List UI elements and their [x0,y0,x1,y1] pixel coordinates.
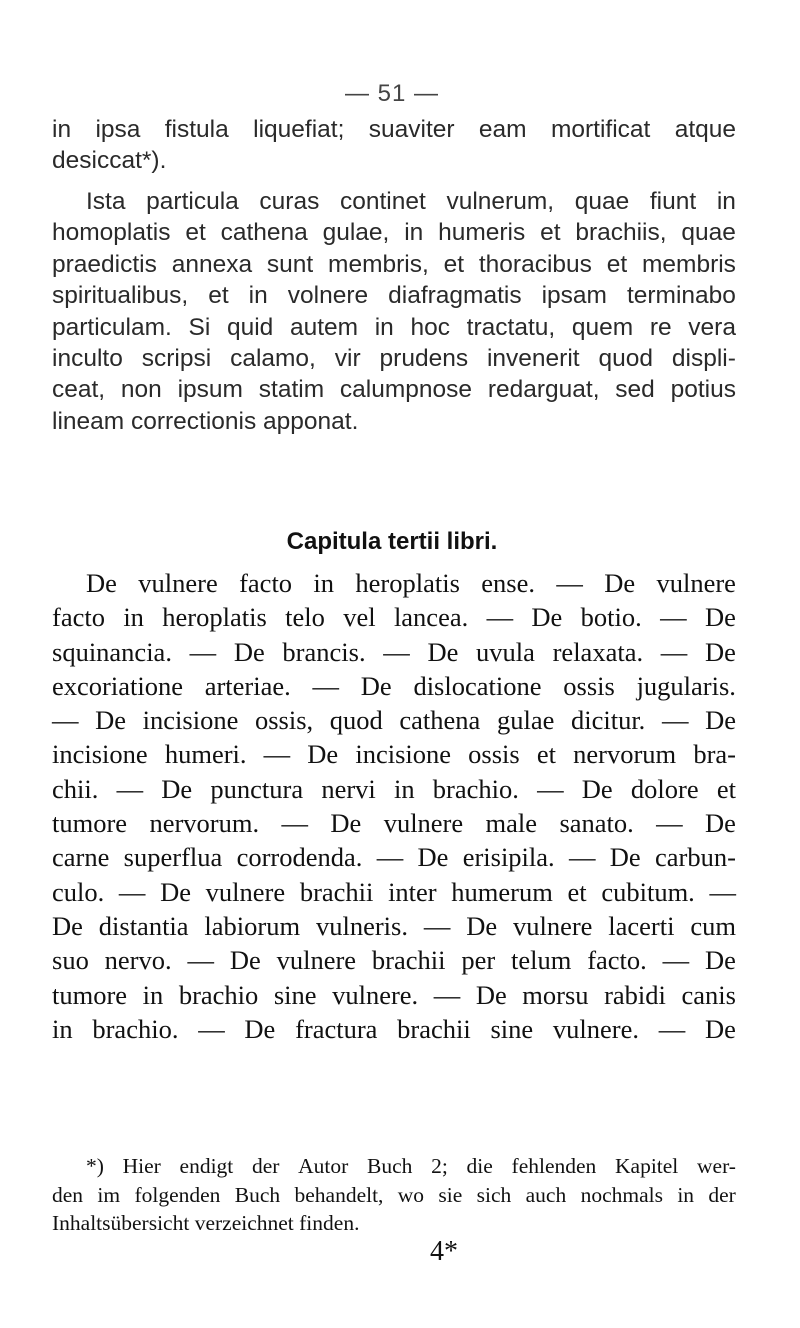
text-line: carne superflua corrodenda. — De erisipila. — De carbun- [52,842,736,873]
text-line: facto in heroplatis telo vel lancea. — De botio. — De [52,602,736,633]
chapter-list [52,566,736,1046]
text-line: inculto scripsi calamo, vir prudens invenerit quod displi- [52,345,736,373]
text-line: in brachio. — De fractura brachii sine vulnere. — De [52,1013,736,1044]
text-line: De vulnere facto in heroplatis ense. — De vulnere [86,568,736,598]
text-line: tumore in brachio sine vulnere. — De morsu rabidi canis [52,979,736,1010]
footnote [52,1152,736,1238]
text-line: culo. — De vulnere brachii inter humerum et cubitum. — [52,876,736,907]
text-line: De distantia labiorum vulneris. — De vulnere lacerti cum [52,910,736,941]
signature-mark: 4* [430,1236,458,1267]
text-line: praedictis annexa sunt membris, et thoracibus et membris [52,250,736,278]
text-line: homoplatis et cathena gulae, in humeris et brachiis, quae [52,219,736,247]
section-heading: Capitula tertii libri. [286,528,498,555]
text-line: ceat, non ipsum statim calumpnose redarguat, sed potius [52,376,736,404]
intro-text [52,114,736,177]
text-line: particulam. Si quid autem in hoc tractatu, quem re vera [52,313,736,341]
book-page [52,0,736,1328]
text-line: Inhaltsübersicht verzeichnet finden. [52,1211,360,1235]
text-line: excoriatione arteriae. — De dislocatione ossis jugularis. [52,670,736,701]
text-line: Ista particula curas continet vulnerum, quae fiunt in [86,188,736,215]
text-line: desiccat*). [52,147,167,175]
text-line: incisione humeri. — De incisione ossis et nervorum bra- [52,739,736,770]
text-line: den im folgenden Buch behandelt, wo sie sich auch nochmals in der [52,1182,736,1207]
page-number: — 51 — [344,80,440,107]
text-line: — De incisione ossis, quod cathena gulae dicitur. — De [52,705,736,736]
text-line: spiritualibus, et in volnere diafragmatis ipsam terminabo [52,282,736,310]
text-line: suo nervo. — De vulnere brachii per telum facto. — De [52,945,736,976]
paragraph-ista [52,186,736,437]
text-line: tumore nervorum. — De vulnere male sanato. — De [52,808,736,839]
text-line: squinancia. — De brancis. — De uvula relaxata. — De [52,636,736,667]
text-line: chii. — De punctura nervi in brachio. — De dolore et [52,773,736,804]
text-line: in ipsa fistula liquefiat; suaviter eam mortificat atque [52,116,736,143]
text-line: *) Hier endigt der Autor Buch 2; die fehlenden Kapitel wer- [86,1154,736,1178]
text-line: lineam correctionis apponat. [52,407,359,435]
